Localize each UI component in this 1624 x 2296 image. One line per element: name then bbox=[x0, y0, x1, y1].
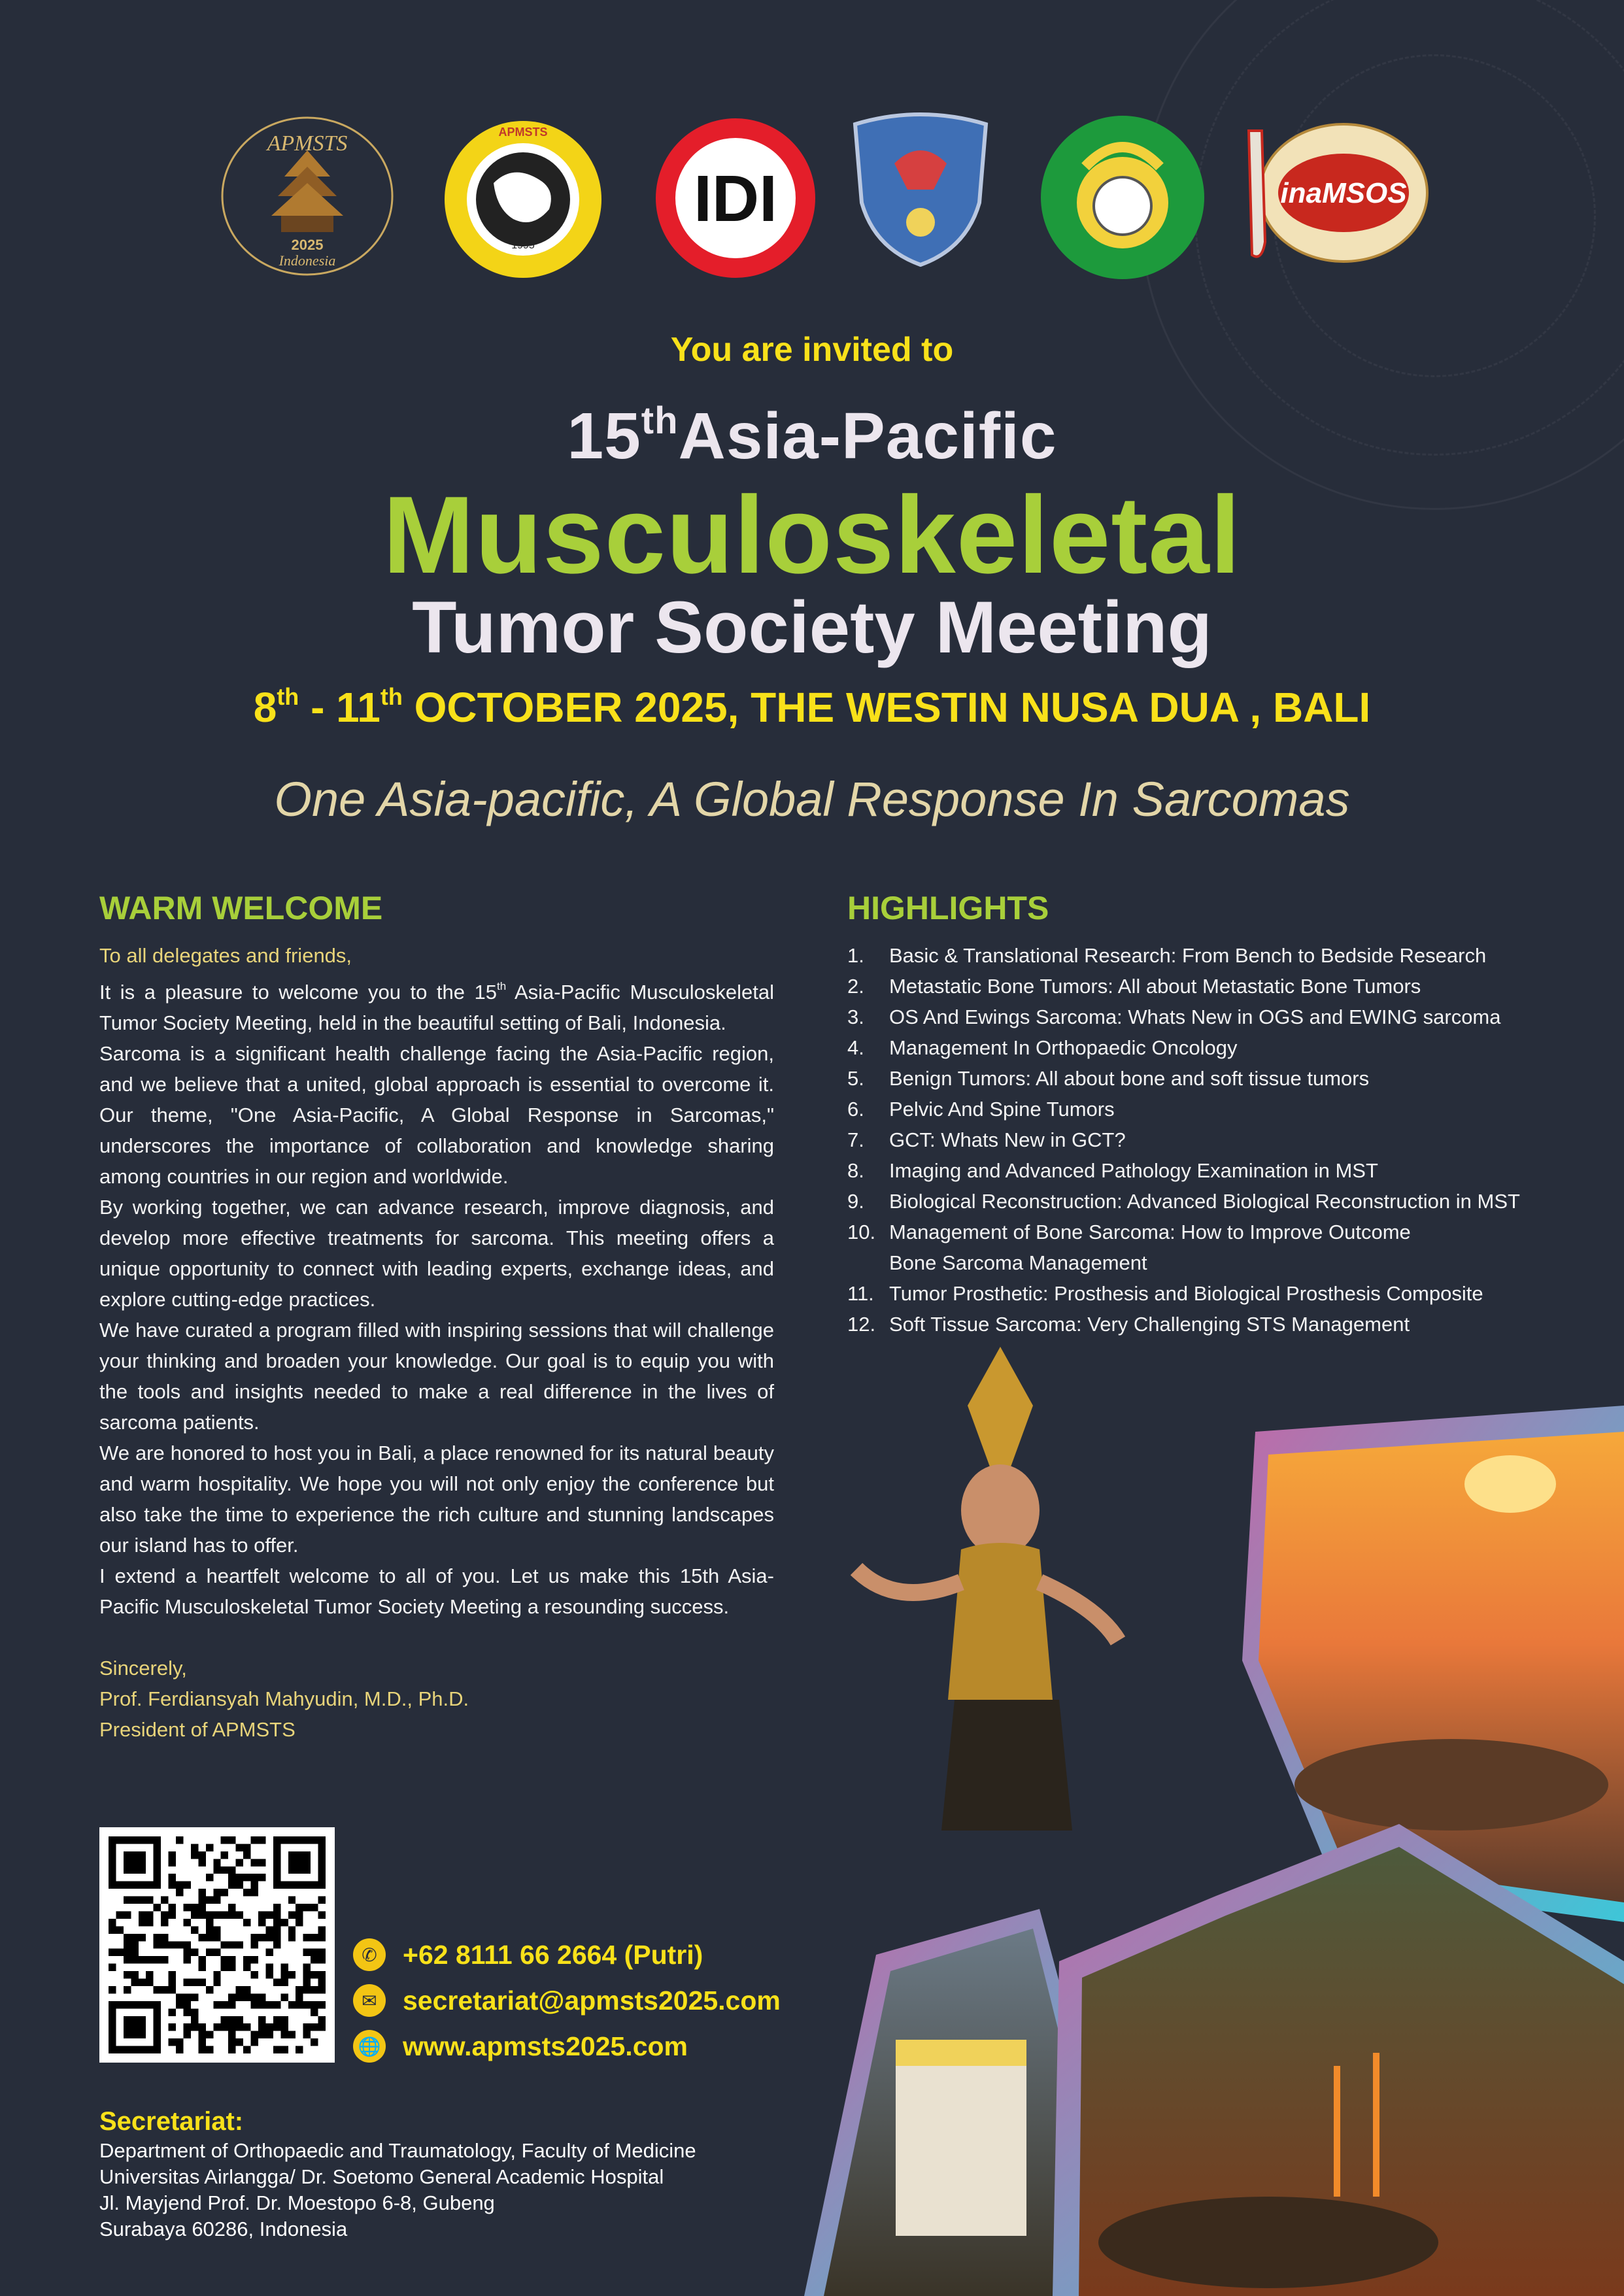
meeting-theme: One Asia-pacific, A Global Response In Sarcomas bbox=[274, 772, 1350, 826]
list-item: 3. OS And Ewings Sarcoma: Whats New in OGS and EWING sarcoma bbox=[847, 1005, 1501, 1028]
svg-text:APMSTS: APMSTS bbox=[267, 131, 348, 156]
signature-title: President of APMSTS bbox=[99, 1718, 296, 1741]
contact-website[interactable] bbox=[353, 2023, 781, 2069]
highlights-section bbox=[847, 889, 1599, 1340]
svg-text:APMSTS: APMSTS bbox=[498, 126, 548, 139]
list-item: 12. Soft Tissue Sarcoma: Very Challenging STS Management bbox=[847, 1313, 1410, 1336]
idi-logo bbox=[654, 116, 817, 280]
svg-text:2025: 2025 bbox=[291, 237, 324, 253]
qr-code[interactable] bbox=[99, 1827, 335, 2063]
welcome-paragraph-6: I extend a heartfelt welcome to all of you. Let us make this 15th Asia-Pacific Musculoskeletal Tumor Society Meeting a resounding success. bbox=[99, 1564, 774, 1618]
welcome-paragraph-4: We have curated a program filled with inspiring sessions that will challenge your thinking and broaden your knowledge. Our goal is to equip you with the tools and insights needed to make a real difference in the lives of sarcoma patients. bbox=[99, 1319, 774, 1434]
green-emblem-logo bbox=[1040, 114, 1206, 281]
highlights-list bbox=[847, 940, 1599, 1340]
list-item: 5. Benign Tumors: All about bone and soft tissue tumors bbox=[847, 1067, 1370, 1090]
contact-phone[interactable] bbox=[353, 1932, 781, 1978]
list-item: 10. Management of Bone Sarcoma: How to Improve Outcome Bone Sarcoma Management bbox=[847, 1221, 1411, 1274]
title-line-3: Tumor Society Meeting bbox=[412, 586, 1212, 668]
warm-welcome-section bbox=[99, 889, 774, 1745]
secretariat-line: Jl. Mayjend Prof. Dr. Moestopo 6-8, Gubeng bbox=[99, 2191, 495, 2214]
svg-text:IDI: IDI bbox=[694, 162, 777, 235]
email-address[interactable]: secretariat@apmsts2025.com bbox=[403, 1985, 781, 2016]
list-item: 6. Pelvic And Spine Tumors bbox=[847, 1098, 1115, 1121]
balinese-dancer-figure bbox=[856, 1347, 1118, 1831]
title-line-2: Musculoskeletal bbox=[382, 473, 1242, 596]
contact-email[interactable] bbox=[353, 1978, 781, 2023]
welcome-paragraph-1: It is a pleasure to welcome you to the 15th Asia-Pacific Musculoskeletal Tumor Society Meeting, held in the beautiful setting of Bali, Indonesia. bbox=[99, 980, 774, 1034]
list-item: 4. Management In Orthopaedic Oncology bbox=[847, 1036, 1238, 1059]
invitation-line: You are invited to bbox=[670, 331, 954, 369]
welcome-paragraph-2: Sarcoma is a significant health challenge facing the Asia-Pacific region, and we believe that a united, global approach is essential to overcome it. Our theme, "One Asia-Pacific, A Global Response in Sarcomas," underscores the importance of collaboration and knowledge sharing among countries in our region and worldwide. bbox=[99, 1042, 774, 1188]
signature-name: Prof. Ferdiansyah Mahyudin, M.D., Ph.D. bbox=[99, 1687, 469, 1710]
welcome-paragraph-5: We are honored to host you in Bali, a place renowned for its natural beauty and warm hospitality. We hope you will not only enjoy the conference but also take the time to experience the rich culture and stunning landscapes our island has to offer. bbox=[99, 1442, 774, 1557]
website-link[interactable]: www.apmsts2025.com bbox=[403, 2031, 688, 2061]
list-item: 2. Metastatic Bone Tumors: All about Metastatic Bone Tumors bbox=[847, 975, 1421, 998]
contact-list bbox=[353, 1932, 781, 2069]
list-item: 8. Imaging and Advanced Pathology Examination in MST bbox=[847, 1159, 1378, 1182]
welcome-paragraph-3: By working together, we can advance research, improve diagnosis, and develop more effective treatments for sarcoma. This meeting offers a unique opportunity to connect with leading experts, exchange ideas, and explore cutting-edge practices. bbox=[99, 1196, 774, 1311]
list-item: 1. Basic & Translational Research: From Bench to Bedside Research bbox=[847, 944, 1487, 967]
welcome-heading: WARM WELCOME bbox=[99, 890, 383, 926]
svg-text:inaMSOS: inaMSOS bbox=[1280, 177, 1407, 209]
list-item: 7. GCT: Whats New in GCT? bbox=[847, 1128, 1126, 1151]
highlights-heading: HIGHLIGHTS bbox=[847, 890, 1049, 926]
svg-text:1995: 1995 bbox=[511, 240, 535, 251]
sponsor-logos-row bbox=[216, 111, 1432, 281]
phone-icon: ✆ bbox=[353, 1938, 386, 1971]
list-item: 11. Tumor Prosthetic: Prosthesis and Biological Prosthesis Composite bbox=[847, 1282, 1483, 1305]
secretariat-heading: Secretariat: bbox=[99, 2107, 244, 2136]
signature-closing: Sincerely, bbox=[99, 1657, 187, 1680]
shield-emblem-logo bbox=[849, 111, 992, 268]
secretariat-block bbox=[99, 2105, 832, 2242]
svg-text:Indonesia: Indonesia bbox=[279, 252, 336, 269]
secretariat-line: Surabaya 60286, Indonesia bbox=[99, 2218, 348, 2240]
phone-number[interactable]: +62 8111 66 2664 (Putri) bbox=[403, 1939, 703, 1970]
signature-block bbox=[99, 1653, 774, 1745]
bali-photo-collage bbox=[745, 1334, 1624, 2296]
sunset-photo-panel bbox=[1242, 1406, 1624, 1922]
apmsts-2025-logo bbox=[216, 111, 399, 281]
welcome-greeting: To all delegates and friends, bbox=[99, 944, 352, 967]
list-item: 9. Biological Reconstruction: Advanced Biological Reconstruction in MST bbox=[847, 1190, 1520, 1213]
apmsts-seal-logo bbox=[441, 118, 605, 281]
envelope-icon: ✉ bbox=[353, 1984, 386, 2017]
secretariat-line: Department of Orthopaedic and Traumatology, Faculty of Medicine bbox=[99, 2139, 696, 2162]
event-dates-venue: 8th - 11th OCTOBER 2025, THE WESTIN NUSA DUA , BALI bbox=[253, 683, 1371, 731]
title-line-1: 15thAsia-Pacific bbox=[567, 399, 1057, 473]
secretariat-line: Universitas Airlangga/ Dr. Soetomo General Academic Hospital bbox=[99, 2165, 664, 2188]
globe-icon: 🌐 bbox=[353, 2030, 386, 2063]
inamsos-logo bbox=[1236, 111, 1432, 275]
